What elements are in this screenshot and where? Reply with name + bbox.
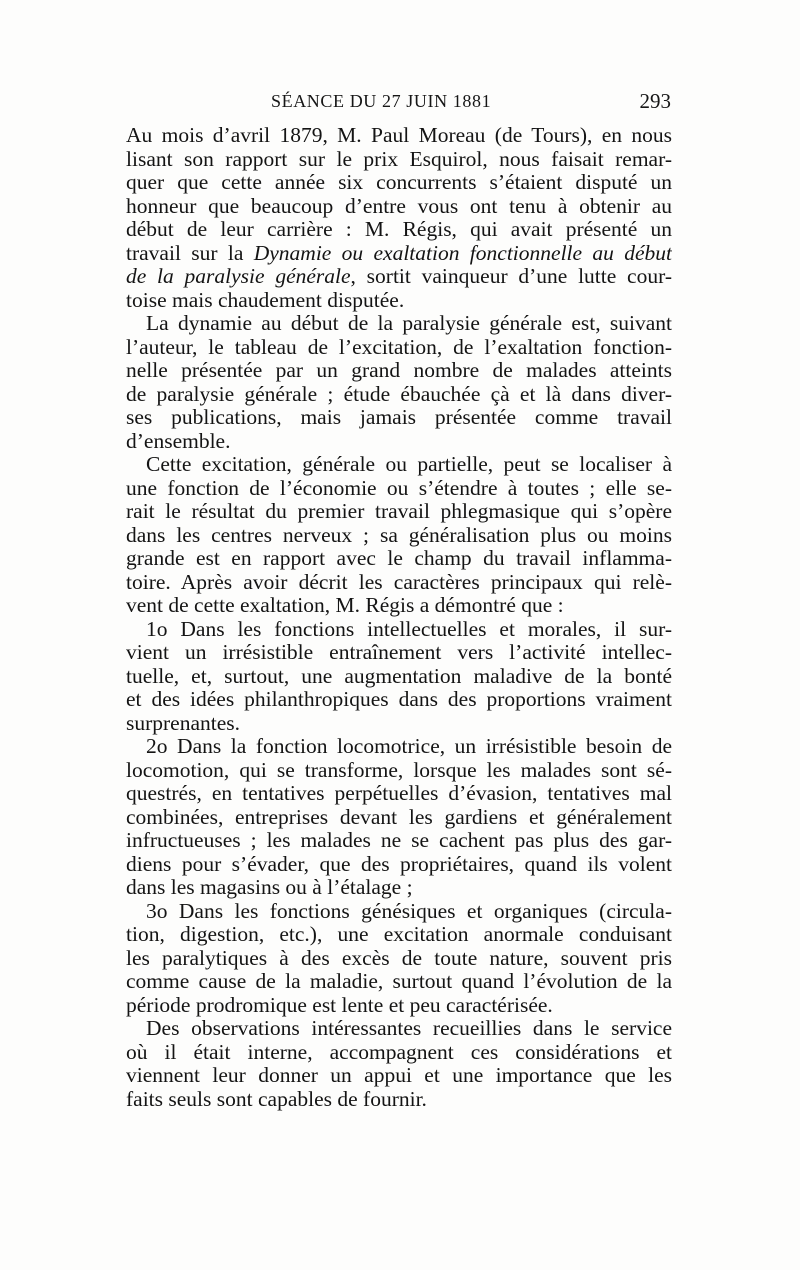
text-line: grande est en rapport avec le champ du travail inflamma- (126, 547, 672, 570)
text-line: ses publications, mais jamais présentée comme travail (126, 406, 672, 429)
text-line (126, 242, 672, 266)
text-line: faits seuls sont capables de fournir. (126, 1087, 427, 1111)
text-run: , sortit vainqueur d’une lutte cour- (350, 265, 672, 288)
page-number: 293 (639, 89, 671, 113)
text-line: Au mois d’avril 1879, M. Paul Moreau (de Tours), en nous (126, 124, 672, 147)
text-line: 2o Dans la fonction locomotrice, un irrésistible besoin de (146, 735, 672, 758)
text-line: locomotion, qui se transforme, lorsque les malades sont sé- (126, 758, 672, 782)
text-line: dans les centres nerveux ; sa généralisation plus ou moins (126, 523, 672, 547)
text-line: lisant son rapport sur le prix Esquirol, nous faisait remar- (126, 147, 672, 171)
text-line: où il était interne, accompagnent ces considérations et (126, 1040, 672, 1064)
text-line: de paralysie générale ; étude ébauchée çà et là dans diver- (126, 382, 672, 406)
text-run: travail sur la (126, 241, 254, 265)
text-line: honneur que beaucoup d’entre vous ont tenu à obtenir au (126, 194, 672, 218)
text-line: 3o Dans les fonctions génésiques et organiques (circula- (146, 899, 672, 923)
text-line: vent de cette exaltation, M. Régis a démontré que : (126, 594, 564, 617)
text-line: tion, digestion, etc.), une excitation anormale conduisant (126, 923, 672, 946)
text-line: d’ensemble. (126, 429, 231, 453)
text-line: l’auteur, le tableau de l’excitation, de l’exaltation fonction- (126, 335, 672, 359)
text-line: Cette excitation, générale ou partielle, peut se localiser à (146, 453, 672, 476)
text-line: quer que cette année six concurrents s’étaient disputé un (126, 171, 672, 194)
text-line: rait le résultat du premier travail phlegmasique qui s’opère (126, 500, 672, 523)
text-line: Des observations intéressantes recueillies dans le service (146, 1017, 672, 1040)
text-line: dans les magasins ou à l’étalage ; (126, 876, 413, 899)
text-line: tuelle, et, surtout, une augmentation maladive de la bonté (126, 664, 672, 688)
italic-title: de la paralysie générale (126, 265, 351, 288)
text-line: 1o Dans les fonctions intellectuelles et morales, il sur- (146, 617, 672, 641)
text-line (126, 265, 672, 289)
text-line: surprenantes. (126, 711, 241, 735)
text-line: infructueuses ; les malades ne se cachent pas plus des gar- (126, 829, 672, 852)
text-line: les paralytiques à des excès de toute nature, souvent pris (126, 946, 672, 970)
italic-title: Dynamie ou exaltation fonctionnelle au début (253, 241, 672, 265)
text-line: toise mais chaudement disputée. (126, 288, 405, 312)
text-line: vient un irrésistible entraînement vers l’activité intellec- (126, 641, 672, 664)
text-line: questrés, en tentatives perpétuelles d’évasion, tentatives mal (126, 782, 672, 805)
text-line: comme cause de la maladie, surtout quand l’évolution de la (126, 970, 672, 993)
text-line: combinées, entreprises devant les gardiens et généralement (126, 805, 672, 829)
running-title: SÉANCE DU 27 JUIN 1881 (271, 91, 492, 111)
text-line: La dynamie au début de la paralysie générale est, suivant (146, 312, 672, 335)
text-line: diens pour s’évader, que des propriétaires, quand ils volent (126, 852, 672, 876)
text-line: début de leur carrière : M. Régis, qui avait présenté un (126, 218, 672, 241)
text-line: période prodromique est lente et peu caractérisée. (126, 993, 553, 1017)
text-line: toire. Après avoir décrit les caractères principaux qui relè- (126, 570, 672, 594)
running-header (126, 88, 671, 118)
text-line: nelle présentée par un grand nombre de malades atteints (126, 359, 672, 382)
text-line: une fonction de l’économie ou s’étendre à toutes ; elle se- (126, 476, 672, 500)
text-line: viennent leur donner un appui et une importance que les (126, 1064, 672, 1087)
body-text (126, 124, 672, 1111)
text-line: et des idées philanthropiques dans des proportions vraiment (126, 688, 672, 711)
